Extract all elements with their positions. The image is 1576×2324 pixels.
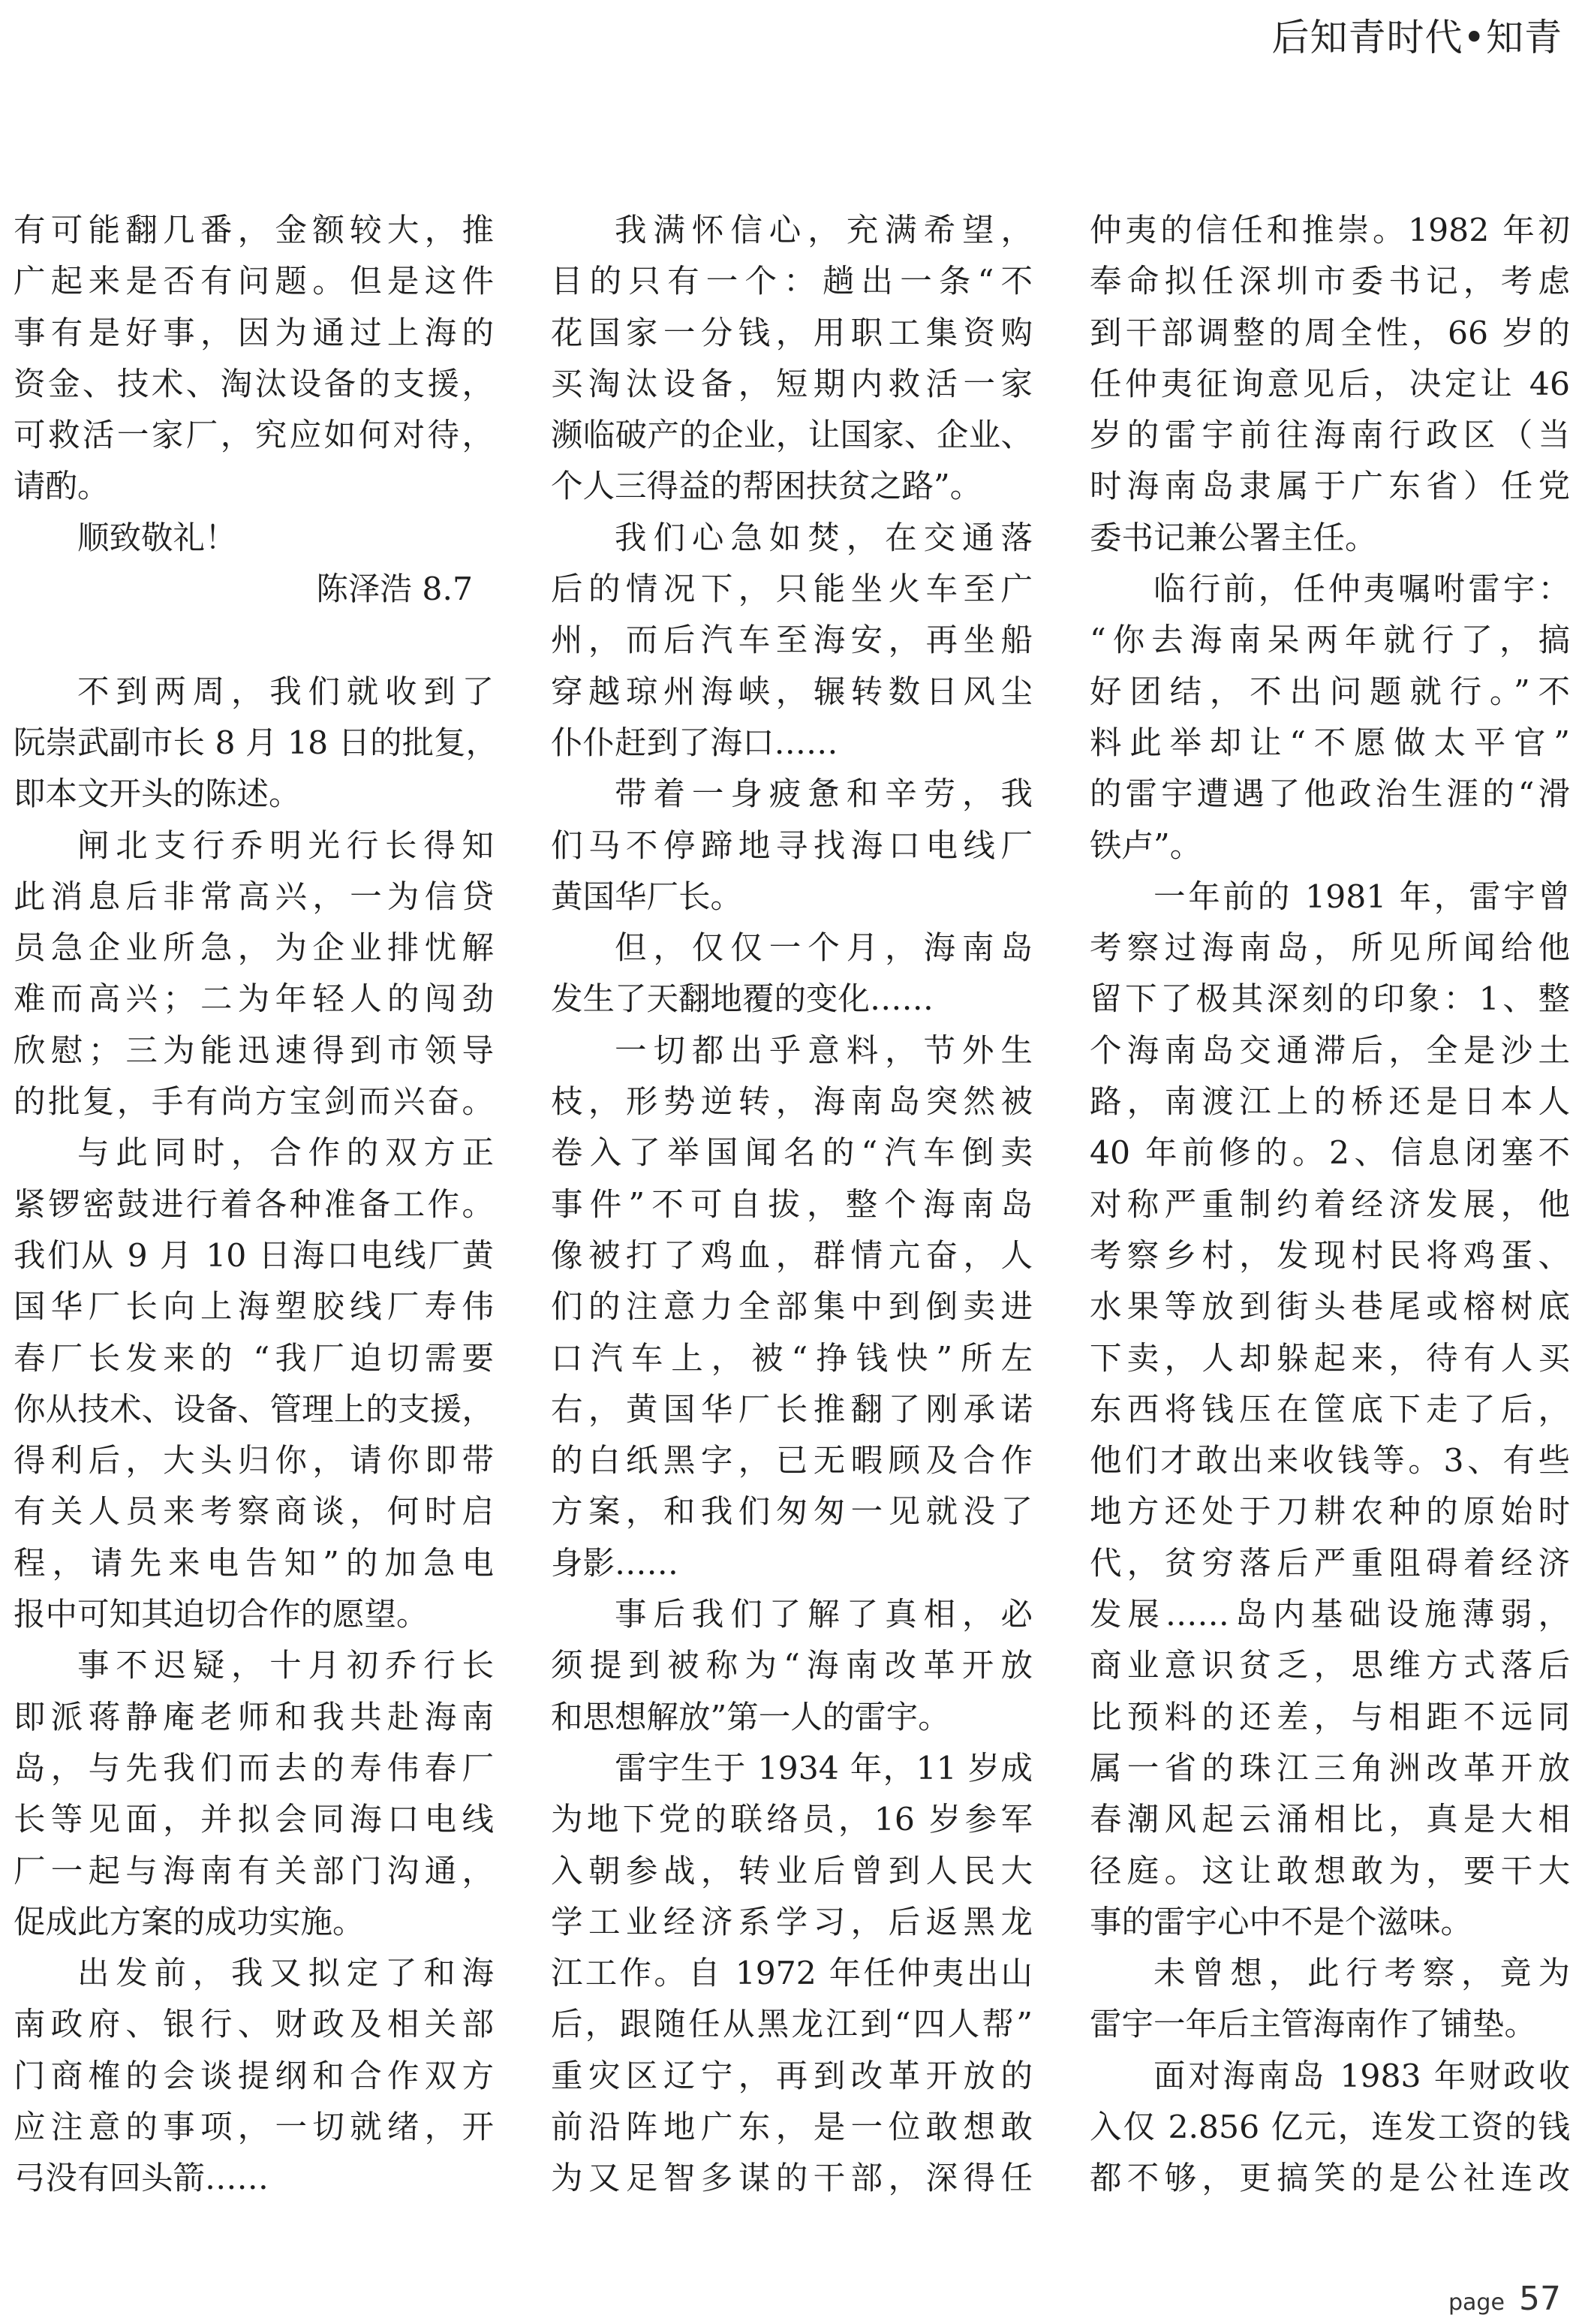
text-line: 委书记兼公署主任。 [1090, 519, 1377, 557]
text-line: 难而高兴；二为年轻人的闯劲 [14, 981, 494, 1019]
text-line: 代，贫穷落后严重阻碍着经济 [1090, 1545, 1570, 1582]
text-line: 须提到被称为“海南改革开放 [551, 1648, 1033, 1685]
text-line: 留下了极其深刻的印象：1、整 [1090, 981, 1570, 1019]
text-line: 得利后，大头归你，请你即带 [14, 1443, 494, 1480]
text-line: 顺致敬礼！ [77, 519, 237, 557]
text-line: 陈泽浩 8.7 [316, 571, 473, 609]
paragraph-gap [14, 616, 494, 667]
text-line: 岁的雷宇前往海南行政区（当 [1090, 417, 1570, 455]
text-line: 事的雷宇心中不是个滋味。 [1090, 1904, 1473, 1941]
text-line: 江工作。自 1972 年任仲夷出山 [551, 1955, 1033, 1993]
text-line: 仆仆赶到了海口…… [551, 724, 838, 762]
text-line: 的批复，手有尚方宝剑而兴奋。 [14, 1084, 494, 1121]
text-line: 阮崇武副市长 8 月 18 日的批复， [14, 724, 498, 762]
text-line: 个海南岛交通滞后，全是沙土 [1090, 1032, 1570, 1070]
text-line: 南政府、银行、财政及相关部 [14, 2006, 494, 2044]
text-line: 我们心急如焚，在交通落 [615, 519, 1033, 557]
text-line: 应注意的事项，一切就绪，开 [14, 2109, 494, 2146]
section-title: 后知青时代•知青 [1271, 16, 1562, 59]
text-line: 他们才敢出来收钱等。3、有些 [1090, 1443, 1570, 1480]
text-line: “你去海南呆两年就行了，搞 [1090, 622, 1570, 660]
text-line: 事不迟疑，十月初乔行长 [77, 1648, 494, 1685]
text-line: 春潮风起云涌相比，真是大相 [1090, 1802, 1570, 1839]
text-line: 枝，形势逆转，海南岛突然被 [551, 1084, 1033, 1121]
text-line: 花国家一分钱，用职工集资购 [551, 315, 1033, 352]
text-line: 们的注意力全部集中到倒卖进 [551, 1289, 1033, 1326]
text-line: 广起来是否有问题。但是这件 [14, 263, 494, 301]
text-line: 考察乡村，发现村民将鸡蛋、 [1090, 1237, 1570, 1275]
text-line: 水果等放到街头巷尾或榕树底 [1090, 1289, 1570, 1326]
text-line: 但，仅仅一个月，海南岛 [615, 930, 1033, 968]
text-line: 身影…… [551, 1545, 679, 1582]
text-line: 不到两周，我们就收到了 [77, 673, 494, 711]
text-line: 到干部调整的周全性，66 岁的 [1090, 315, 1570, 352]
text-line: 厂一起与海南有关部门沟通， [14, 1853, 494, 1890]
text-line: 即本文开头的陈述。 [14, 776, 301, 814]
text-line: 员急企业所急，为企业排忧解 [14, 930, 494, 968]
text-line: 后，跟随任从黑龙江到“四人帮” [551, 2006, 1033, 2044]
text-line: 程，请先来电告知”的加急电 [14, 1545, 494, 1582]
text-line: 的雷宇遭遇了他政治生涯的“滑 [1090, 776, 1570, 814]
text-line: 仲夷的信任和推崇。1982 年初 [1090, 212, 1570, 249]
text-line: 紧锣密鼓进行着各种准备工作。 [14, 1186, 494, 1224]
text-line: 临行前，任仲夷嘱咐雷宇： [1153, 571, 1570, 609]
text-line: 春厂长发来的 “我厂迫切需要 [14, 1340, 494, 1377]
text-line: 黄国华厂长。 [551, 878, 743, 916]
text-line: 径庭。这让敢想敢为，要干大 [1090, 1853, 1570, 1890]
text-line: 目的只有一个：趟出一条“不 [551, 263, 1033, 301]
text-line: 长等见面，并拟会同海口电线 [14, 1802, 494, 1839]
text-line: 考察过海南岛，所见所闻给他 [1090, 930, 1570, 968]
text-line: 个人三得益的帮困扶贫之路”。 [551, 468, 982, 506]
text-line: 有可能翻几番，金额较大，推 [14, 212, 494, 249]
text-line: 学工业经济系学习，后返黑龙 [551, 1904, 1033, 1941]
text-line: 为又足智多谋的干部，深得任 [551, 2160, 1033, 2198]
text-line: 一切都出乎意料，节外生 [615, 1032, 1033, 1070]
text-line: 弓没有回头箭…… [14, 2160, 269, 2198]
text-line: 我满怀信心，充满希望， [615, 212, 1033, 249]
text-line: 请酌。 [14, 468, 110, 506]
text-line: 好团结，不出问题就行。”不 [1090, 673, 1570, 711]
text-line: 即派蒋静庵老师和我共赴海南 [14, 1699, 494, 1736]
text-line: 前沿阵地广东，是一位敢想敢 [551, 2109, 1033, 2146]
text-line: 一年前的 1981 年，雷宇曾 [1153, 878, 1570, 916]
text-line: 资金、技术、淘汰设备的支援， [14, 366, 494, 403]
page-number: 57 [1519, 2280, 1561, 2318]
text-line: 入朝参战，转业后曾到人民大 [551, 1853, 1033, 1890]
text-line: 出发前，我又拟定了和海 [77, 1955, 494, 1993]
text-line: 对称严重制约着经济发展，他 [1090, 1186, 1570, 1224]
text-line: 门商榷的会谈提纲和合作双方 [14, 2058, 494, 2095]
text-line: 属一省的珠江三角洲改革开放 [1090, 1750, 1570, 1787]
text-line: 入仅 2.856 亿元，连发工资的钱 [1090, 2109, 1570, 2146]
text-line: 铁卢”。 [1090, 827, 1202, 865]
text-line: 像被打了鸡血，群情亢奋，人 [551, 1237, 1033, 1275]
text-line: 后的情况下，只能坐火车至广 [551, 571, 1033, 609]
text-line: 穿越琼州海峡，辗转数日风尘 [551, 673, 1033, 711]
text-line: 重灾区辽宁，再到改革开放的 [551, 2058, 1033, 2095]
text-line: 未曾想，此行考察，竟为 [1153, 1955, 1570, 1993]
text-line: 比预料的还差，与相距不远同 [1090, 1699, 1570, 1736]
text-line: 方案，和我们匆匆一见就没了 [551, 1494, 1033, 1531]
text-line: 带着一身疲惫和辛劳，我 [615, 776, 1033, 814]
text-line: 口汽车上，被“挣钱快”所左 [551, 1340, 1033, 1377]
page-label: page [1448, 2289, 1505, 2316]
text-line: 此消息后非常高兴，一为信贷 [14, 878, 494, 916]
text-line: 濒临破产的企业，让国家、企业、 [551, 417, 1033, 455]
text-line: 奉命拟任深圳市委书记，考虑 [1090, 263, 1570, 301]
text-line: 国华厂长向上海塑胶线厂寿伟 [14, 1289, 494, 1326]
text-line: 岛，与先我们而去的寿伟春厂 [14, 1750, 494, 1787]
text-line: 与此同时，合作的双方正 [77, 1135, 494, 1173]
text-line: 报中可知其迫切合作的愿望。 [14, 1597, 429, 1634]
text-line: 们马不停蹄地寻找海口电线厂 [551, 827, 1033, 865]
text-line: 40 年前修的。2、信息闭塞不 [1090, 1135, 1570, 1173]
text-column-left [14, 206, 498, 2205]
text-line: 事后我们了解了真相，必 [615, 1597, 1033, 1634]
text-line: 都不够，更搞笑的是公社连改 [1090, 2160, 1570, 2198]
text-line: 雷宇生于 1934 年，11 岁成 [615, 1750, 1033, 1787]
text-line: 时海南岛隶属于广东省）任党 [1090, 468, 1570, 506]
text-line: 欣慰；三为能迅速得到市领导 [14, 1032, 494, 1070]
text-line: 卷入了举国闻名的“汽车倒卖 [551, 1135, 1033, 1173]
text-line: 东西将钱压在筐底下走了后， [1090, 1391, 1570, 1428]
text-line: 发生了天翻地覆的变化…… [551, 981, 934, 1019]
text-line: 买淘汰设备，短期内救活一家 [551, 366, 1033, 403]
text-line: 路，南渡江上的桥还是日本人 [1090, 1084, 1570, 1121]
text-line: 州，而后汽车至海安，再坐船 [551, 622, 1033, 660]
text-line: 促成此方案的成功实施。 [14, 1904, 365, 1941]
text-line: 雷宇一年后主管海南作了铺垫。 [1090, 2006, 1537, 2044]
text-line: 任仲夷征询意见后，决定让 46 [1090, 366, 1570, 403]
text-line: 和思想解放”第一人的雷宇。 [551, 1699, 950, 1736]
text-column-middle [551, 206, 1033, 2205]
text-line: 闸北支行乔明光行长得知 [77, 827, 494, 865]
text-line: 地方还处于刀耕农种的原始时 [1090, 1494, 1570, 1531]
text-line: 面对海南岛 1983 年财政收 [1153, 2058, 1570, 2095]
text-line: 有关人员来考察商谈，何时启 [14, 1494, 494, 1531]
text-line: 为地下党的联络员，16 岁参军 [551, 1802, 1033, 1839]
text-line: 的白纸黑字，已无暇顾及合作 [551, 1443, 1033, 1480]
text-line: 事有是好事，因为通过上海的 [14, 315, 494, 352]
text-line: 下卖，人却躲起来，待有人买 [1090, 1340, 1570, 1377]
text-line: 右，黄国华厂长推翻了刚承诺 [551, 1391, 1033, 1428]
text-line: 我们从 9 月 10 日海口电线厂黄 [14, 1237, 494, 1275]
text-column-right [1090, 206, 1570, 2205]
text-line: 商业意识贫乏，思维方式落后 [1090, 1648, 1570, 1685]
text-line: 可救活一家厂，究应如何对待， [14, 417, 494, 455]
text-line: 事件”不可自拔，整个海南岛 [551, 1186, 1033, 1224]
page-footer [1448, 2280, 1561, 2318]
text-line: 你从技术、设备、管理上的支援， [14, 1391, 494, 1428]
text-line: 发展……岛内基础设施薄弱， [1090, 1597, 1570, 1634]
text-line: 料此举却让“不愿做太平官” [1090, 724, 1570, 762]
